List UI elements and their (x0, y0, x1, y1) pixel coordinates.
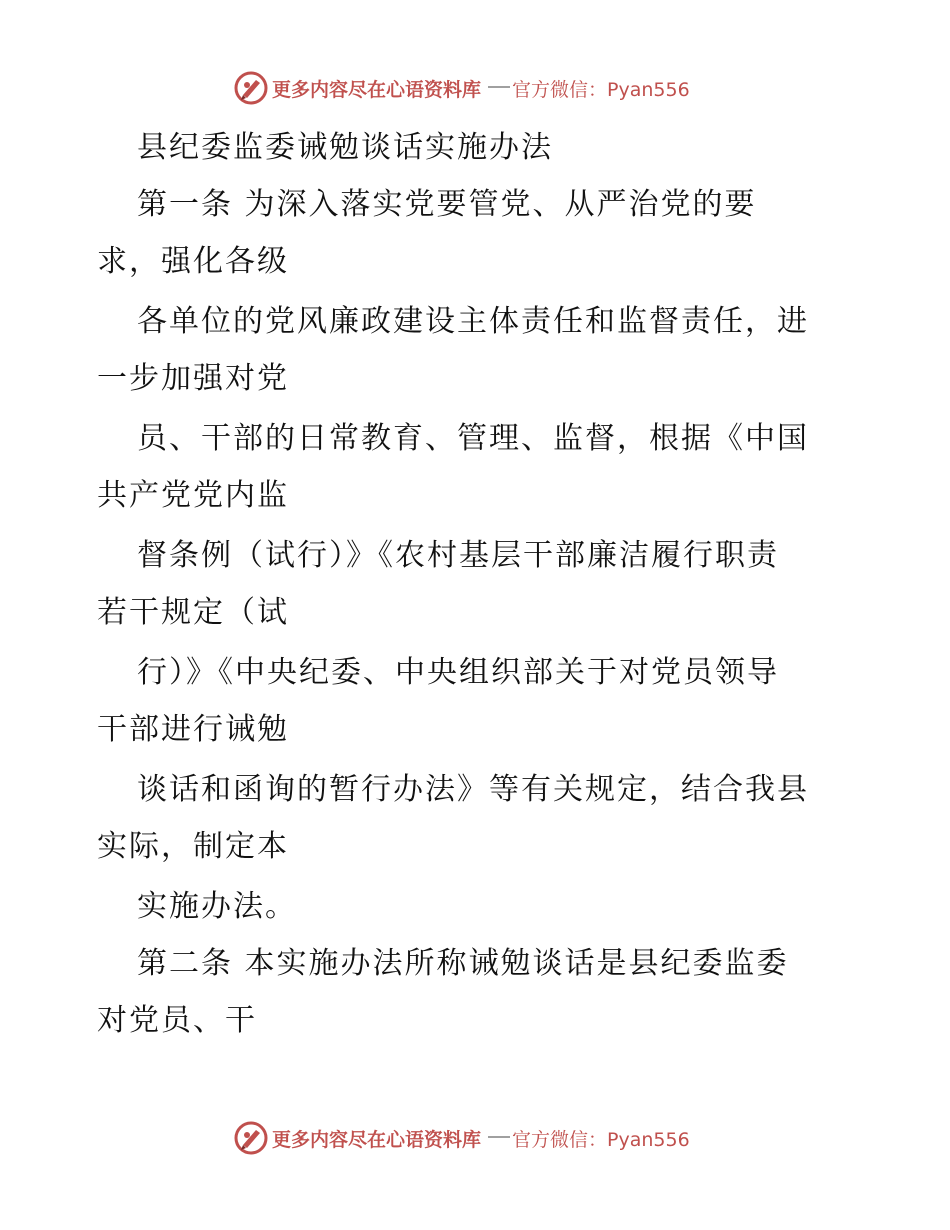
logo-icon (234, 1121, 268, 1155)
document-title: 县纪委监委诫勉谈话实施办法 (137, 130, 553, 165)
logo-icon (234, 71, 268, 105)
header-brand-text: 更多内容尽在心语资料库 (272, 79, 482, 101)
footer-wechat-text: 官方微信：Pyan556 (512, 1129, 690, 1151)
footer-watermark-banner (0, 1118, 950, 1162)
text-line: 各单位的党风廉政建设主体责任和监督责任，进 (137, 304, 809, 339)
header-dash (488, 86, 510, 88)
text-line: 求，强化各级 (97, 244, 289, 279)
text-line: 对党员、干 (97, 1003, 257, 1038)
footer-dash (488, 1136, 510, 1138)
text-line: 实施办法。 (137, 889, 297, 924)
text-line: 若干规定（试 (97, 595, 289, 630)
text-line: 第一条 为深入落实党要管党、从严治党的要 (137, 187, 757, 222)
text-line: 第二条 本实施办法所称诫勉谈话是县纪委监委 (137, 946, 789, 981)
text-line: 干部进行诫勉 (97, 712, 289, 747)
text-line: 共产党党内监 (97, 478, 289, 513)
text-line: 实际，制定本 (97, 829, 289, 864)
text-line: 行）》《中央纪委、中央组织部关于对党员领导 (137, 655, 779, 690)
text-line: 员、干部的日常教育、管理、监督，根据《中国 (137, 421, 809, 456)
footer-brand-text: 更多内容尽在心语资料库 (272, 1129, 482, 1151)
text-line: 一步加强对党 (97, 361, 289, 396)
text-line: 谈话和函询的暂行办法》等有关规定，结合我县 (137, 772, 809, 807)
text-line: 督条例（试行）》《农村基层干部廉洁履行职责 (137, 538, 779, 573)
header-wechat-text: 官方微信：Pyan556 (512, 79, 690, 101)
header-watermark-banner (0, 68, 950, 112)
